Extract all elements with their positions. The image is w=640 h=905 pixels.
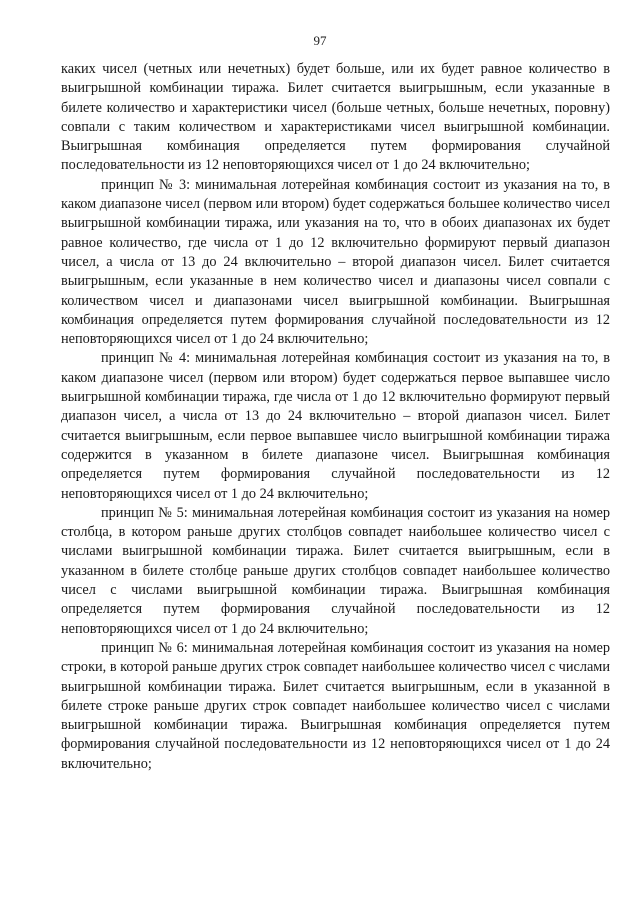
paragraph-principle-5: принцип № 5: минимальная лотерейная комбинация состоит из указания на номер столбца, в котором раньше других столбцов совпадет наибольшее количество чисел с числами выигрышной комбинации тиража. Билет считается выигрышным, если в указанном в билете столбце раньше других столбцов совпадет наибольшее количество чисел с числами выигрышной комбинации тиража. Выигрышная комбинация определяется путем формирования случайной последовательности из 12 неповторяющихся чисел от 1 до 24 включительно; (61, 504, 610, 637)
document-body (61, 60, 610, 774)
paragraph-continuation: каких чисел (четных или нечетных) будет больше, или их будет равное количество в выигрышной комбинации тиража. Билет считается выигрышным, если указанные в билете количество и характеристики чисел (больше четных, больше нечетных, поровну) совпали с таким количеством и характеристиками чисел выигрышной комбинации. Выигрышная комбинация определяется путем формирования случайной последовательности из 12 неповторяющихся чисел от 1 до 24 включительно; (61, 61, 610, 174)
paragraph-principle-3: принцип № 3: минимальная лотерейная комбинация состоит из указания на то, в каком диапазоне чисел (первом или втором) будет содержаться большее количество чисел выигрышной комбинации тиража, или указания на то, что в обоих диапазонах их будет равное количество, где числа от 1 до 12 включительно формируют первый диапазон чисел, а числа от 13 до 24 включительно – второй диапазон чисел. Билет считается выигрышным, если указанные в нем количество чисел и диапазоны чисел совпали с количеством чисел и диапазонами чисел выигрышной комбинации. Выигрышная комбинация определяется путем формирования случайной последовательности из 12 неповторяющихся чисел от 1 до 24 включительно; (61, 176, 610, 348)
paragraph-principle-4: принцип № 4: минимальная лотерейная комбинация состоит из указания на то, в каком диапазоне чисел (первом или втором) будет содержаться первое выпавшее число выигрышной комбинации тиража, где числа от 1 до 12 включительно формируют первый диапазон чисел, а числа от 13 до 24 включительно – второй диапазон чисел. Билет считается выигрышным, если первое выпавшее число выигрышной комбинации тиража содержится в указанном в билете диапазоне чисел. Выигрышная комбинация определяется путем формирования случайной последовательности из 12 неповторяющихся чисел от 1 до 24 включительно; (61, 350, 610, 502)
page-number: 97 (313, 33, 327, 48)
paragraph-principle-6: принцип № 6: минимальная лотерейная комбинация состоит из указания на номер строки, в которой раньше других строк совпадет наибольшее количество чисел с числами выигрышной комбинации тиража. Билет считается выигрышным, если в указанной в билете строке раньше других строк совпадет наибольшее количество чисел с числами выигрышной комбинации тиража. Выигрышная комбинация определяется путем формирования случайной последовательности из 12 неповторяющихся чисел от 1 до 24 включительно; (61, 639, 610, 772)
